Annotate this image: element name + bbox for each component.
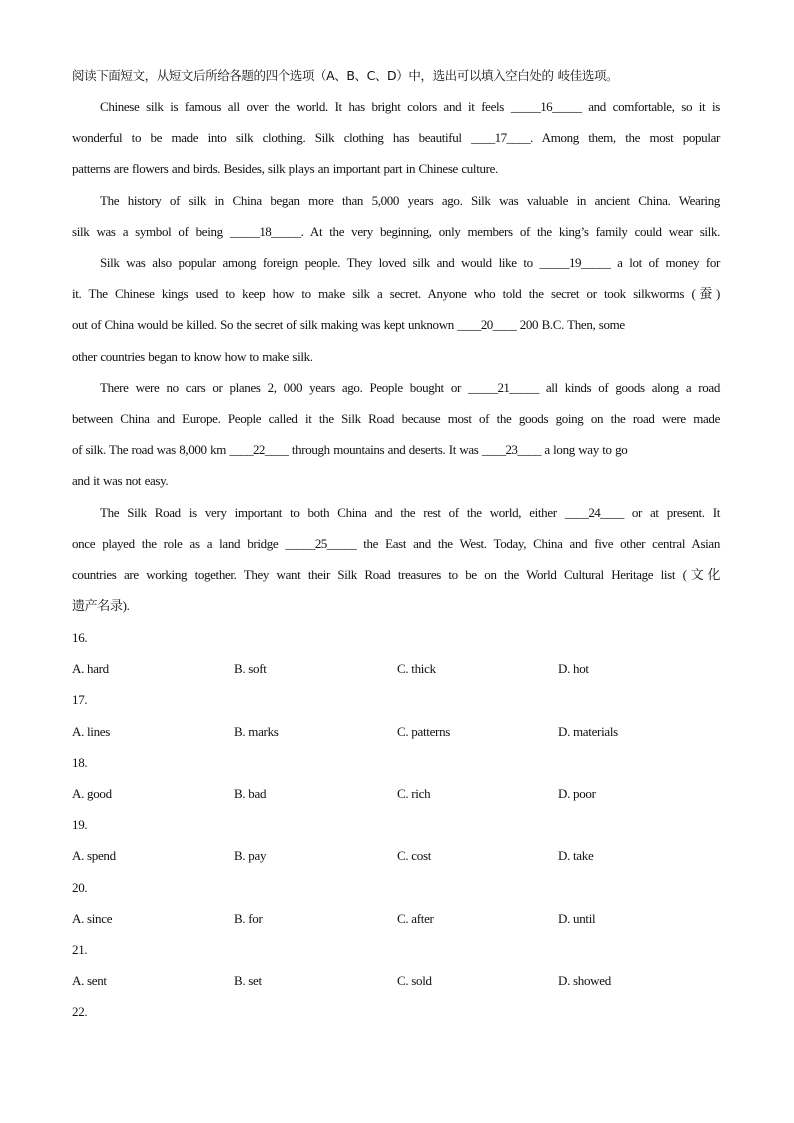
passage-text: . At the very beginning, only members of the king’s family could wear silk.	[300, 223, 720, 239]
question-number: 19.	[72, 817, 88, 833]
passage-text: of silk. The road was 8,000 km	[72, 442, 230, 458]
answer-option: D. until	[558, 910, 596, 926]
passage-line	[72, 347, 720, 367]
passage-line	[72, 222, 720, 242]
answer-option: D. take	[558, 848, 594, 864]
passage-text: 200 B.C. Then, some	[516, 317, 625, 333]
passage-line	[72, 503, 720, 523]
passage-line	[72, 315, 720, 335]
passage-text: out of China would be killed. So the secret of silk making was kept unknown	[72, 317, 458, 333]
answer-option: B. bad	[234, 786, 267, 801]
question-number: 16.	[72, 630, 88, 645]
question-number: 20.	[72, 879, 88, 895]
passage-line	[72, 440, 720, 460]
answer-option: C. after	[397, 910, 434, 926]
passage-line	[72, 409, 720, 429]
passage-text: a long way to go	[540, 442, 628, 458]
answer-blank: ____24____	[564, 504, 624, 520]
passage-line	[72, 284, 720, 304]
answer-option: B. marks	[234, 723, 279, 739]
answer-option: D. materials	[558, 723, 618, 739]
answer-blank: _____18_____	[229, 223, 301, 239]
passage-line	[72, 97, 720, 117]
passage-text: a lot of money for	[610, 255, 720, 270]
answer-blank: _____16_____	[510, 99, 582, 114]
answer-option: A. since	[72, 910, 113, 926]
passage-line	[72, 596, 720, 616]
passage-line	[72, 471, 720, 491]
answer-option: B. pay	[234, 848, 267, 864]
passage-text: countries are working together. They want their Silk Road treasures to be on the World Cultural Heritage list (文化	[72, 567, 720, 582]
passage-line	[72, 253, 720, 273]
answer-blank: ____17____	[471, 130, 531, 146]
passage-text: silk was a symbol of being	[72, 223, 230, 239]
answer-blank: _____21_____	[467, 379, 539, 395]
answer-option: C. rich	[397, 786, 431, 801]
passage-text: Chinese silk is famous all over the world. It has bright colors and it feels	[100, 99, 511, 114]
passage-text: Silk was also popular among foreign people. They loved silk and would like to	[100, 255, 540, 270]
answer-blank: ____22____	[229, 442, 289, 458]
answer-option: B. soft	[234, 661, 267, 677]
answer-blank: ____20____	[457, 317, 517, 333]
question-number: 18.	[72, 754, 88, 770]
answer-option: D. showed	[558, 973, 611, 989]
passage-text: between China and Europe. People called it the Silk Road because most of the goods going on the road were made	[72, 411, 720, 426]
answer-option: C. cost	[397, 848, 432, 864]
passage-text: or at present. It	[623, 504, 720, 520]
answer-option: D. poor	[558, 786, 596, 801]
passage-line	[72, 378, 720, 398]
answer-option: B. for	[234, 910, 263, 926]
answer-blank: ____23____	[481, 442, 541, 458]
answer-option: A. sent	[72, 973, 107, 989]
passage-text: and comfortable, so it is	[581, 99, 720, 114]
passage-line	[72, 128, 720, 148]
passage-text: . Among them, the most popular	[530, 130, 720, 146]
question-number: 21.	[72, 942, 88, 957]
passage-text: once played the role as a land bridge	[72, 535, 286, 551]
answer-option: A. spend	[72, 848, 116, 864]
passage-text: through mountains and deserts. It was	[288, 442, 482, 458]
passage-text: patterns are flowers and birds. Besides, silk plays an important part in Chinese culture.	[72, 161, 498, 177]
passage-text: wonderful to be made into silk clothing. Silk clothing has beautiful	[72, 130, 472, 146]
passage-text: and it was not easy.	[72, 473, 169, 489]
answer-blank: _____25_____	[285, 535, 357, 551]
question-number: 17.	[72, 692, 88, 708]
question-number: 22.	[72, 1004, 88, 1020]
passage-line	[72, 191, 720, 211]
passage-text: The Silk Road is very important to both China and the rest of the world, either	[100, 504, 565, 520]
passage-text: There were no cars or planes 2, 000 years ago. People bought or	[100, 379, 468, 395]
answer-option: C. thick	[397, 661, 436, 677]
passage-text: all kinds of goods along a road	[538, 379, 720, 395]
passage-text: 遗产名录).	[72, 598, 130, 614]
passage-line	[72, 159, 720, 179]
instructions: 阅读下面短文，从短文后所给各题的四个选项（A、B、C、D）中，选出可以填入空白处的 岐佳选项。	[72, 68, 619, 83]
passage-line	[72, 534, 720, 554]
answer-option: D. hot	[558, 661, 589, 677]
passage-text: it. The Chinese kings used to keep how to make silk a secret. Anyone who told the secret or took silkworms (蚕)	[72, 286, 720, 302]
answer-option: A. good	[72, 786, 112, 801]
answer-blank: _____19_____	[539, 255, 611, 270]
passage-line	[72, 565, 720, 585]
passage-text: the East and the West. Today, China and five other central Asian	[356, 535, 720, 551]
answer-option: B. set	[234, 973, 262, 989]
answer-option: A. lines	[72, 723, 111, 739]
answer-option: C. patterns	[397, 723, 451, 739]
passage-text: The history of silk in China began more than 5,000 years ago. Silk was valuable in ancient China. Wearing	[100, 192, 720, 208]
answer-option: C. sold	[397, 973, 432, 989]
passage-text: other countries began to know how to make silk.	[72, 348, 313, 364]
answer-option: A. hard	[72, 661, 109, 677]
